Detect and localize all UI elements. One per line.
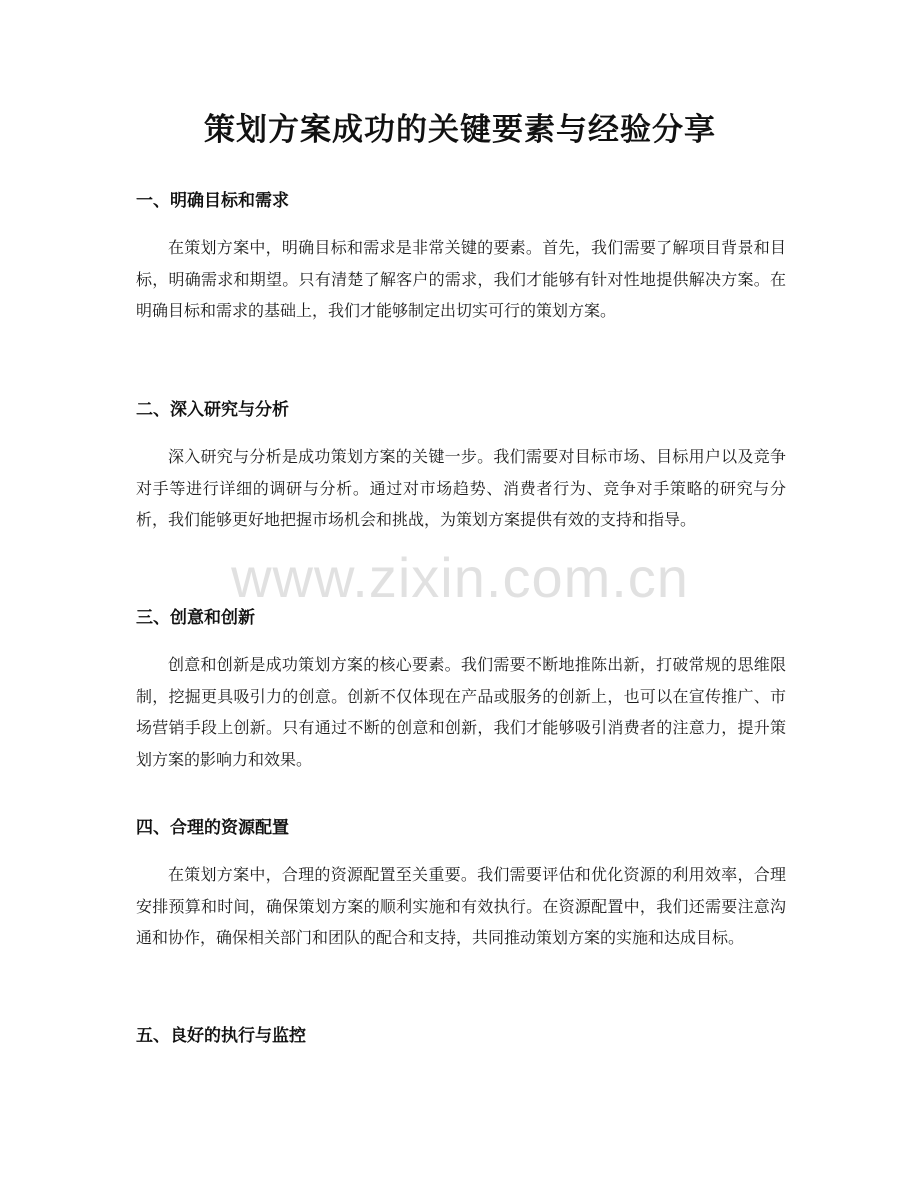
- section-creativity-innovation: [136, 605, 786, 775]
- section-heading: 一、明确目标和需求: [136, 191, 289, 211]
- section-paragraph: 在策划方案中，合理的资源配置至关重要。我们需要评估和优化资源的利用效率，合理安排预算和时间，确保策划方案的顺利实施和有效执行。在资源配置中，我们还需要注意沟通和协作，确保相关部门和团队的配合和支持，共同推动策划方案的实施和达成目标。: [136, 865, 786, 947]
- section-heading: 三、创意和创新: [136, 608, 255, 628]
- section-resource-allocation: [136, 815, 786, 954]
- section-execution-monitoring: [136, 1023, 786, 1049]
- section-heading: 五、良好的执行与监控: [136, 1026, 306, 1046]
- section-paragraph: 创意和创新是成功策划方案的核心要素。我们需要不断地推陈出新，打破常规的思维限制，挖掘更具吸引力的创意。创新不仅体现在产品或服务的创新上，也可以在宣传推广、市场营销手段上创新。只有通过不断的创意和创新，我们才能够吸引消费者的注意力，提升策划方案的影响力和效果。: [136, 655, 786, 769]
- section-heading: 二、深入研究与分析: [136, 400, 289, 420]
- section-research-analysis: [136, 397, 786, 536]
- section-paragraph: 在策划方案中，明确目标和需求是非常关键的要素。首先，我们需要了解项目背景和目标，明确需求和期望。只有清楚了解客户的需求，我们才能够有针对性地提供解决方案。在明确目标和需求的基础上，我们才能够制定出切实可行的策划方案。: [136, 238, 786, 320]
- section-clear-goals: [136, 188, 786, 327]
- section-heading: 四、合理的资源配置: [136, 818, 289, 838]
- section-paragraph: 深入研究与分析是成功策划方案的关键一步。我们需要对目标市场、目标用户以及竞争对手等进行详细的调研与分析。通过对市场趋势、消费者行为、竞争对手策略的研究与分析，我们能够更好地把握市场机会和挑战，为策划方案提供有效的支持和指导。: [136, 447, 786, 529]
- document-title: 策划方案成功的关键要素与经验分享: [204, 112, 716, 148]
- watermark: www.zixin.com.cn: [231, 546, 689, 609]
